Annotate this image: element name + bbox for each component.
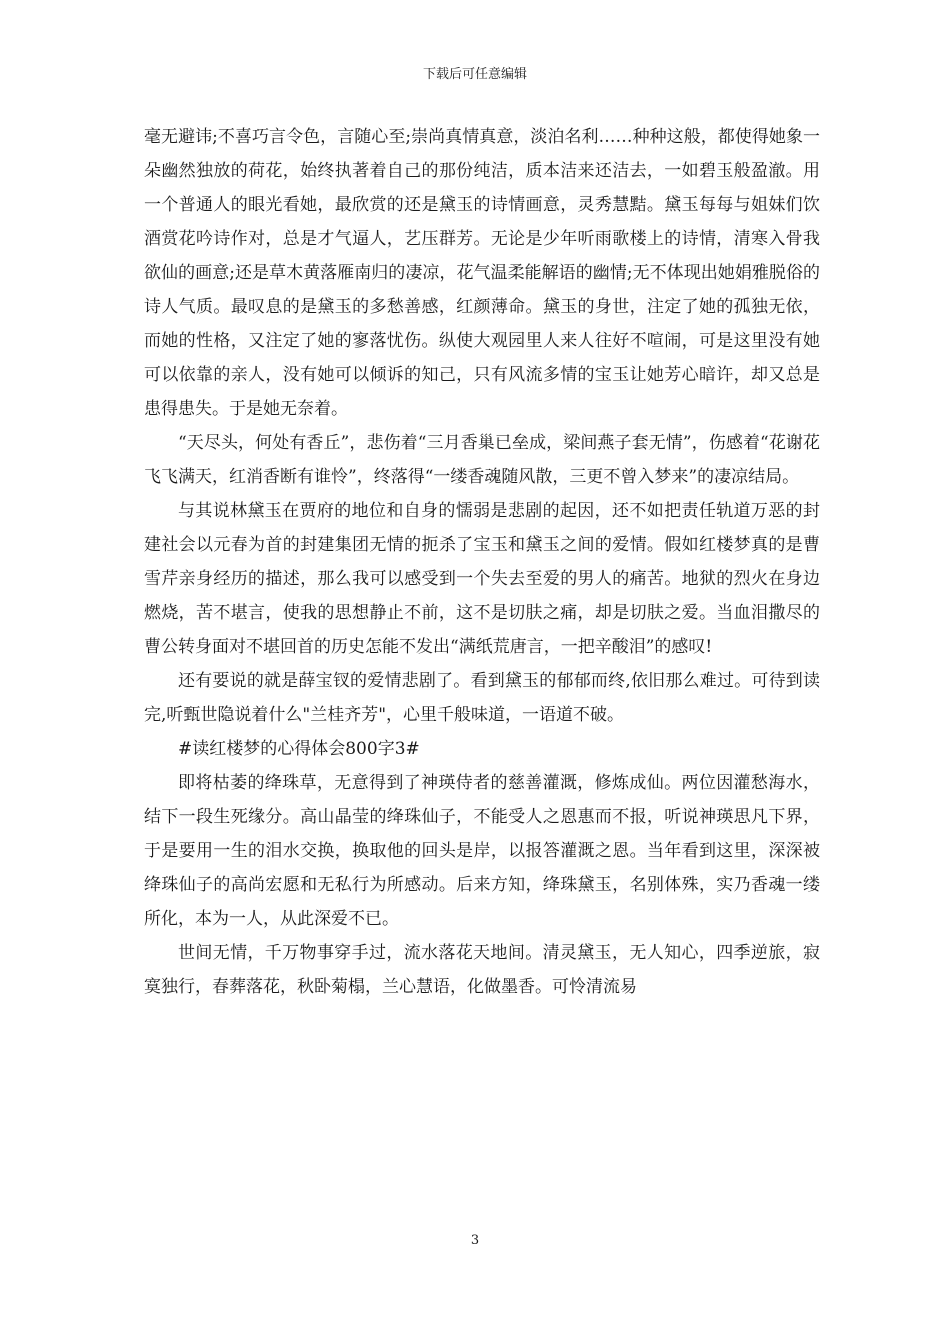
document-body xyxy=(144,120,820,1004)
paragraph: 还有要说的就是薛宝钗的爱情悲剧了。看到黛玉的郁郁而终,依旧那么难过。可待到读完,听甄世隐说着什么"兰桂齐芳"，心里千般味道，一语道不破。 xyxy=(144,671,820,725)
section-heading: #读红楼梦的心得体会800字3# xyxy=(178,739,420,759)
page-number: 3 xyxy=(470,1233,480,1248)
paragraph: 与其说林黛玉在贾府的地位和自身的懦弱是悲剧的起因，还不如把责任轨道万恶的封建社会以元春为首的封建集团无情的扼杀了宝玉和黛玉之间的爱情。假如红楼梦真的是曹雪芹亲身经历的描述，那么我可以感受到一个失去至爱的男人的痛苦。地狱的烈火在身边燃烧，苦不堪言，使我的思想静止不前，这不是切肤之痛，却是切肤之爱。当血泪撒尽的曹公转身面对不堪回首的历史怎能不发出“满纸荒唐言，一把辛酸泪”的感叹! xyxy=(144,501,820,657)
paragraph: “天尽头，何处有香丘”，悲伤着“三月香巢已垒成，梁间燕子套无情”，伤感着“花谢花飞飞满天，红消香断有谁怜”，终落得“一缕香魂随风散，三更不曾入梦来”的凄凉结局。 xyxy=(144,433,820,487)
paragraph: 即将枯萎的绛珠草，无意得到了神瑛侍者的慈善灌溉，修炼成仙。两位因灌愁海水，结下一段生死缘分。高山晶莹的绛珠仙子，不能受人之恩惠而不报，听说神瑛思凡下界，于是要用一生的泪水交换，换取他的回头是岸，以报答灌溉之恩。当年看到这里，深深被绛珠仙子的高尚宏愿和无私行为所感动。后来方知，绛珠黛玉，名别体殊，实乃香魂一缕所化，本为一人，从此深爱不已。 xyxy=(144,773,820,929)
paragraph: 毫无避讳;不喜巧言令色，言随心至;崇尚真情真意，淡泊名利……种种这般，都使得她象一朵幽然独放的荷花，始终执著着自己的那份纯洁，质本洁来还洁去，一如碧玉般盈澈。用一个普通人的眼光看她，最欣赏的还是黛玉的诗情画意，灵秀慧黠。黛玉每每与姐妹们饮酒赏花吟诗作对，总是才气逼人，艺压群芳。无论是少年听雨歌楼上的诗情，清寒入骨我欲仙的画意;还是草木黄落雁南归的凄凉，花气温柔能解语的幽情;无不体现出她娟雅脱俗的诗人气质。最叹息的是黛玉的多愁善感，红颜薄命。黛玉的身世，注定了她的孤独无依，而她的性格，又注定了她的寥落忧伤。纵使大观园里人来人往好不喧闹，可是这里没有她可以依靠的亲人，没有她可以倾诉的知己，只有风流多情的宝玉让她芳心暗许，却又总是患得患失。于是她无奈着。 xyxy=(144,127,820,419)
paragraph: 世间无情，千万物事穿手过，流水落花天地间。清灵黛玉，无人知心，四季逆旅，寂寞独行，春葬落花，秋卧菊榻，兰心慧语，化做墨香。可怜清流易 xyxy=(144,943,820,997)
page-header: 下载后可任意编辑 xyxy=(422,67,527,82)
